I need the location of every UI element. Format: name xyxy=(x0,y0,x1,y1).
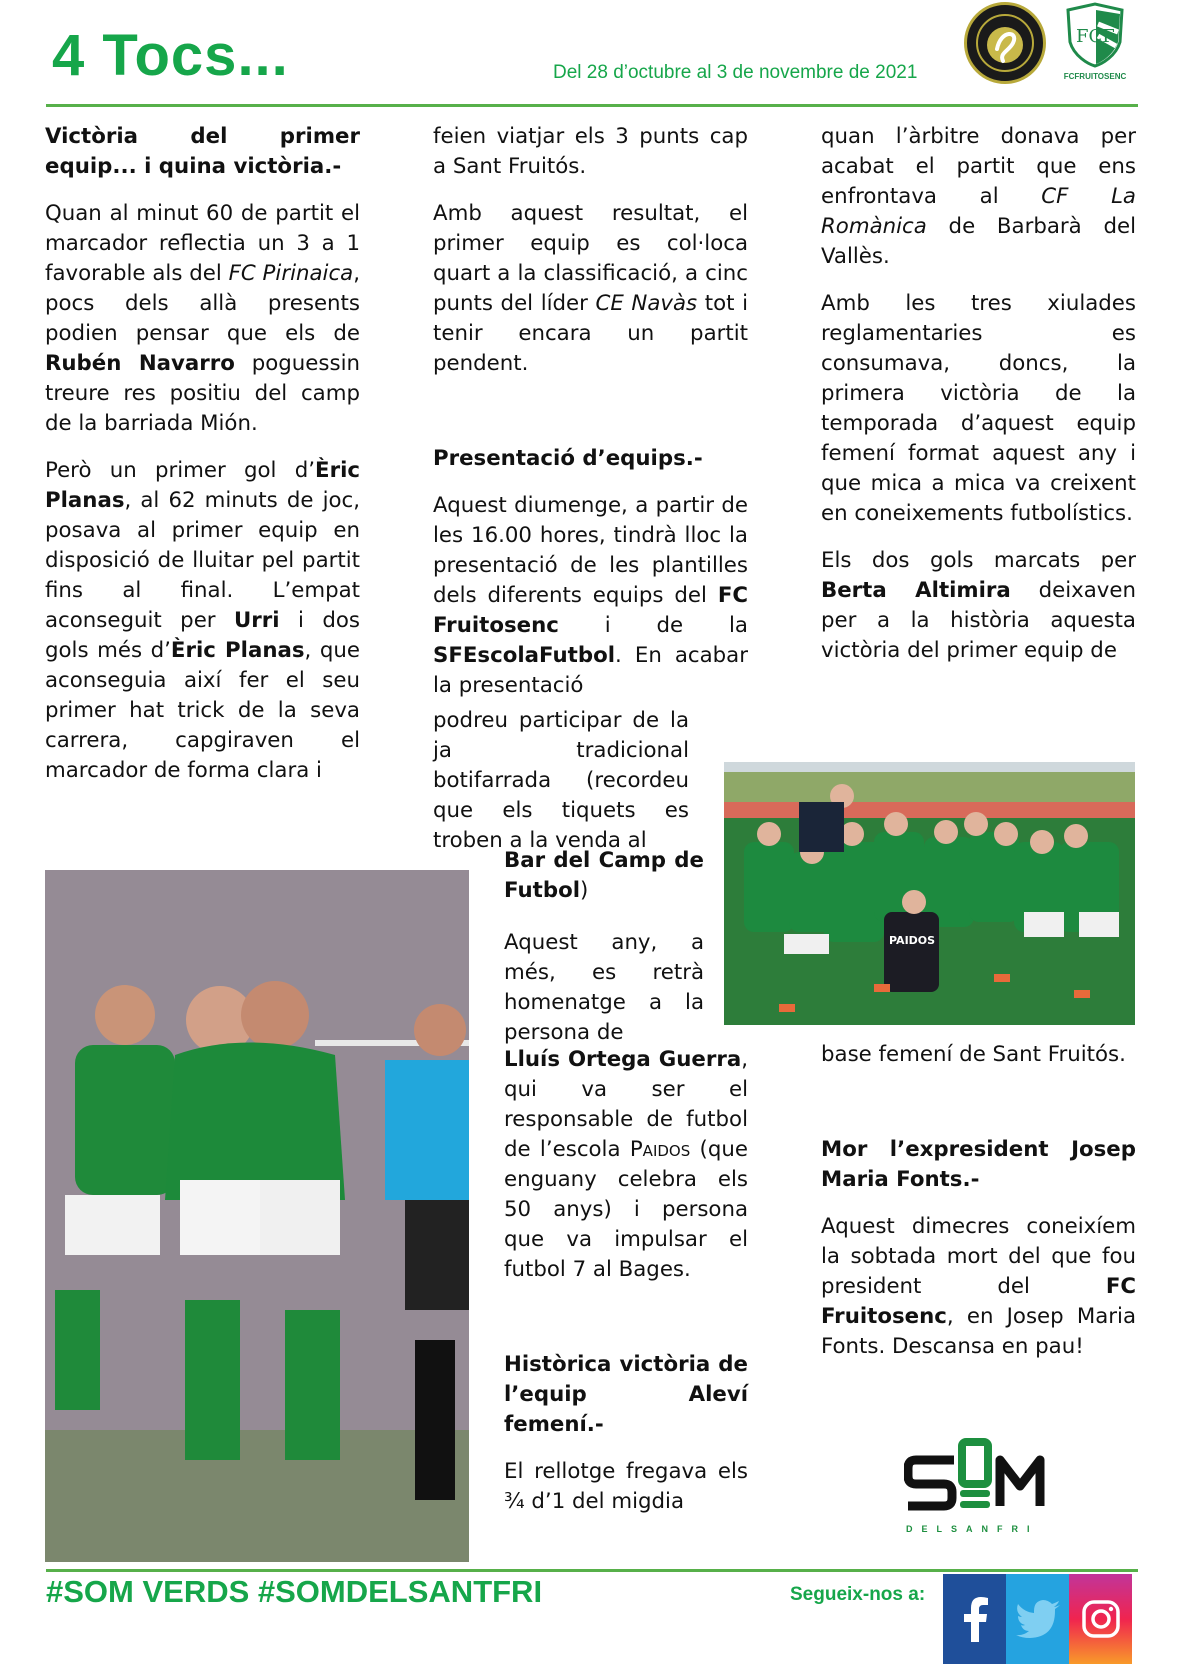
article-alevi-end-and-obituary xyxy=(821,1040,1136,1379)
article-paragraph: Els dos gols marcats per Berta Altimira deixaven per a la història aquesta victòria del primer equip de xyxy=(821,548,1137,663)
fc-fruitosenc-label: FCFRUITOSENC xyxy=(1063,72,1127,81)
article-presentation-tribute-continued xyxy=(504,1045,748,1534)
footer-divider xyxy=(46,1569,1138,1572)
twitter-link[interactable] xyxy=(1006,1574,1069,1664)
svg-text:FCF: FCF xyxy=(1076,26,1115,47)
header-divider xyxy=(46,104,1138,107)
article-paragraph: El rellotge fregava els ¾ d’1 del migdia xyxy=(504,1459,748,1514)
fc-fruitosenc-logo xyxy=(1062,2,1128,82)
footer-hashtags: #SOM VERDS #SOMDELSANTFRI xyxy=(46,1574,543,1609)
paidos-shirt-text: PAIDOS xyxy=(889,934,936,947)
article-presentation-continued: podreu participar de la ja tradicional botifarrada (recordeu que els tiquets es troben a la venda al xyxy=(433,708,689,853)
article-first-team-continued xyxy=(433,122,748,701)
fc-fruitosenc-shield-icon xyxy=(1062,2,1128,68)
article-paragraph: Lluís Ortega Guerra, qui va ser el responsable de futbol de l’escola Paidos (que enguany celebra els 50 anys) i persona que va impulsar el futbol 7 al Bages. xyxy=(504,1047,748,1282)
article-paragraph: Però un primer gol d’Èric Planas, al 62 minuts de joc, posava al primer equip en disposició de lluitar pel partit fins al final. L’empat aconseguit per Urri i dos gols més d’Èric Planas, que aconseguia així fer el seu primer hat trick de la seva carrera, capgiraven el marcador de forma clara i xyxy=(45,458,360,783)
follow-us-label: Segueix-nos a: xyxy=(790,1584,926,1605)
som-logo-icon xyxy=(904,1436,1054,1526)
som-del-sanfri-logo xyxy=(904,1436,1054,1534)
article-presentation-place: Bar del Camp de Futbol) xyxy=(504,848,704,903)
newsletter-title: 4 Tocs... xyxy=(52,23,289,88)
facebook-link[interactable] xyxy=(943,1574,1006,1664)
article-heading: Presentació d’equips.- xyxy=(433,446,703,471)
sfescolafutbol-emblem-icon xyxy=(967,5,1043,81)
first-team-celebration-photo xyxy=(45,870,469,1562)
article-presentation-tribute xyxy=(504,928,704,1048)
article-paragraph: Quan al minut 60 de partit el marcador reflectia un 3 a 1 favorable als del FC Pirinaica, pocs dels allà presents podien pensar que els de Rubén Navarro poguessin treure res positiu del camp de la barriada Mión. xyxy=(45,201,360,436)
article-paragraph: feien viatjar els 3 punts cap a Sant Fruitós. xyxy=(433,124,748,179)
som-logo-subtitle: DELSANFRI xyxy=(906,1524,1039,1534)
alevi-femeni-team-photo xyxy=(724,762,1135,1025)
article-first-team xyxy=(45,122,360,803)
article-heading: Mor l’expresident Josep Maria Fonts.- xyxy=(821,1137,1136,1192)
article-paragraph: quan l’àrbitre donava per acabat el partit que ens enfrontava al CF La Romànica de Barbarà del Vallès. xyxy=(821,124,1136,269)
instagram-link[interactable] xyxy=(1069,1574,1132,1664)
facebook-icon xyxy=(960,1596,990,1642)
twitter-icon xyxy=(1016,1600,1060,1638)
article-alevi-continued xyxy=(821,122,1136,683)
players-celebrating-image xyxy=(45,870,469,1562)
article-paragraph: Aquest dimecres coneixíem la sobtada mort del que fou president del FC Fruitosenc, en Josep Maria Fonts. Descansa en pau! xyxy=(821,1214,1136,1359)
sfescolafutbol-logo xyxy=(964,2,1046,84)
girls-team-group-image xyxy=(724,762,1135,1025)
article-paragraph: Aquest diumenge, a partir de les 16.00 hores, tindrà lloc la presentació de les plantilles dels diferents equips del FC Fruitosenc i de la SFEscolaFutbol. En acabar la presentació xyxy=(433,493,748,698)
instagram-icon xyxy=(1081,1599,1121,1639)
article-heading: Victòria del primer equip... i quina victòria.- xyxy=(45,124,360,179)
article-paragraph: base femení de Sant Fruitós. xyxy=(821,1042,1126,1067)
date-range: Del 28 d’octubre al 3 de novembre de 2021 xyxy=(553,62,918,83)
article-paragraph: Amb les tres xiulades reglamentaries es consumava, doncs, la primera victòria de la temporada d’aquest equip femení format aquest any i que mica a mica va creixent en coneixements futbolístics. xyxy=(821,291,1136,526)
article-paragraph: Aquest any, a més, es retrà homenatge a la persona de xyxy=(504,930,704,1045)
article-heading: Històrica victòria de l’equip Aleví femení.- xyxy=(504,1352,748,1437)
article-paragraph: Amb aquest resultat, el primer equip es col·loca quart a la classificació, a cinc punts del líder CE Navàs tot i tenir encara un partit pendent. xyxy=(433,201,748,376)
